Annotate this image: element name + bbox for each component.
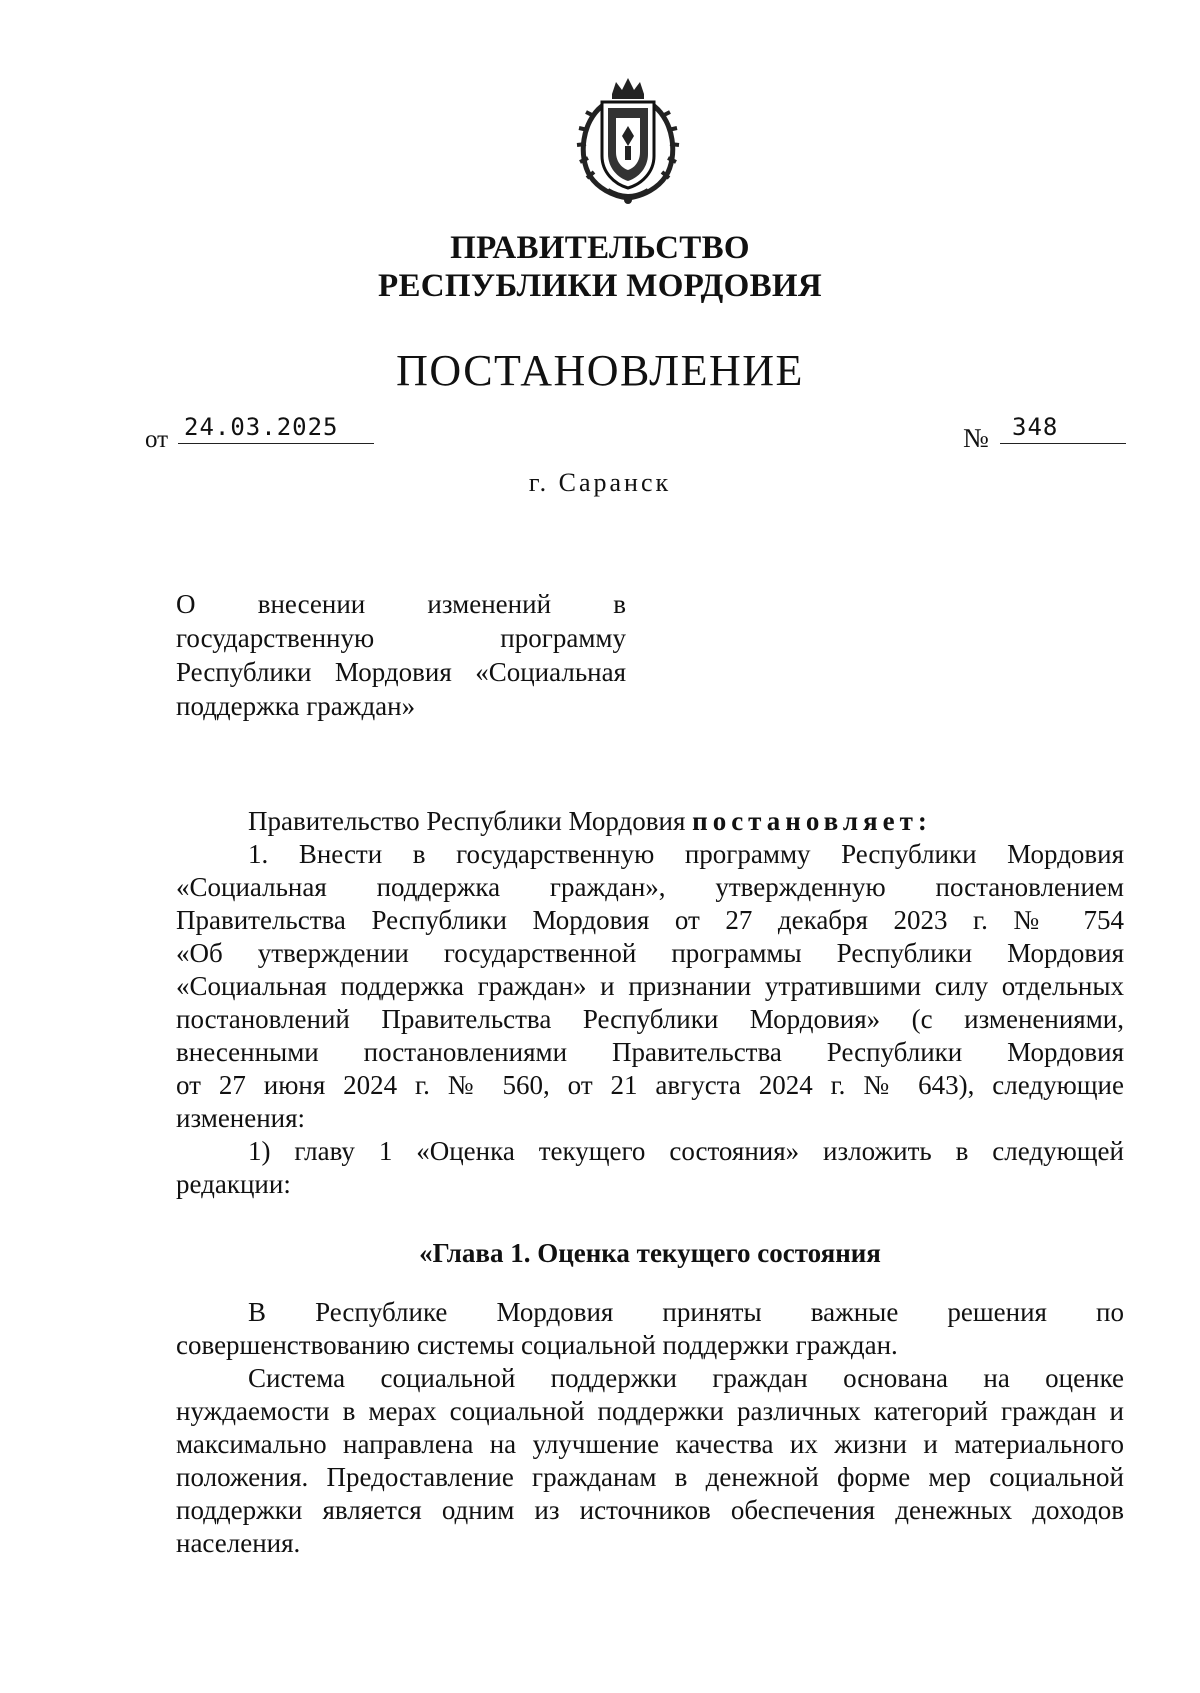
document-subject [176, 587, 626, 723]
org-name-line1: ПРАВИТЕЛЬСТВО [450, 230, 750, 266]
paragraph-1-line: В Республике Мордовия приняты важные решения по [248, 1297, 1124, 1327]
chapter-heading: «Глава 1. Оценка текущего состояния [419, 1238, 881, 1268]
subitem-1 [176, 1135, 1124, 1201]
paragraph-2-line: Система социальной поддержки граждан основана на оценке [248, 1363, 1124, 1393]
item-1-line: от 27 июня 2024 г. № 560, от 21 августа 2024 г. № 643), следующие [176, 1070, 1124, 1100]
document-number: 348 [1012, 413, 1059, 441]
subject-line: Республики Мордовия «Социальная [176, 657, 626, 687]
subject-line: О внесении изменений в [176, 589, 626, 619]
paragraph-2-line: максимально направлена на улучшение качества их жизни и материального [176, 1429, 1124, 1459]
paragraph-2-line: нуждаемости в мерах социальной поддержки различных категорий граждан и [176, 1396, 1124, 1426]
paragraph-2-line: положения. Предоставление гражданам в денежной форме мер социальной [176, 1462, 1124, 1492]
item-1 [176, 838, 1124, 1135]
preamble-text: Правительство Республики Мордовия [248, 806, 693, 836]
number-label: № [963, 423, 989, 453]
item-1-line: постановлений Правительства Республики Мордовия» (с изменениями, [176, 1004, 1124, 1034]
item-1-line: «Социальная поддержка граждан» и признании утратившими силу отдельных [176, 971, 1124, 1001]
city-name: г. Саранск [528, 468, 672, 497]
paragraph-1 [176, 1296, 1124, 1362]
preamble [176, 805, 1124, 838]
item-1-line: «Об утверждении государственной программы Республики Мордовия [176, 938, 1124, 968]
preamble-line [176, 805, 1124, 838]
document-date: 24.03.2025 [184, 413, 339, 441]
paragraph-1-line: совершенствованию системы социальной поддержки граждан. [176, 1330, 898, 1360]
document-type-title: ПОСТАНОВЛЕНИЕ [396, 346, 804, 395]
subitem-1-line: редакции: [176, 1169, 291, 1199]
org-name-line2: РЕСПУБЛИКИ МОРДОВИЯ [377, 268, 822, 304]
date-label: от [145, 426, 169, 453]
paragraph-2 [176, 1362, 1124, 1560]
item-1-line: изменения: [176, 1103, 306, 1133]
paragraph-2-line: населения. [176, 1528, 301, 1558]
item-1-line: внесенными постановлениями Правительства Республики Мордовия [176, 1037, 1124, 1067]
item-1-line: Правительства Республики Мордовия от 27 декабря 2023 г. № 754 [176, 905, 1124, 935]
preamble-verb: постановляет: [692, 806, 932, 836]
item-1-line: 1. Внести в государственную программу Республики Мордовия [248, 839, 1124, 869]
item-1-line: «Социальная поддержка граждан», утвержденную постановлением [176, 872, 1124, 902]
subject-line: поддержка граждан» [176, 691, 416, 721]
subject-line: государственную программу [176, 623, 626, 653]
paragraph-2-line: поддержки является одним из источников обеспечения денежных доходов [176, 1495, 1124, 1525]
coat-of-arms-icon [572, 72, 684, 208]
subitem-1-line: 1) главу 1 «Оценка текущего состояния» изложить в следующей [248, 1136, 1124, 1166]
